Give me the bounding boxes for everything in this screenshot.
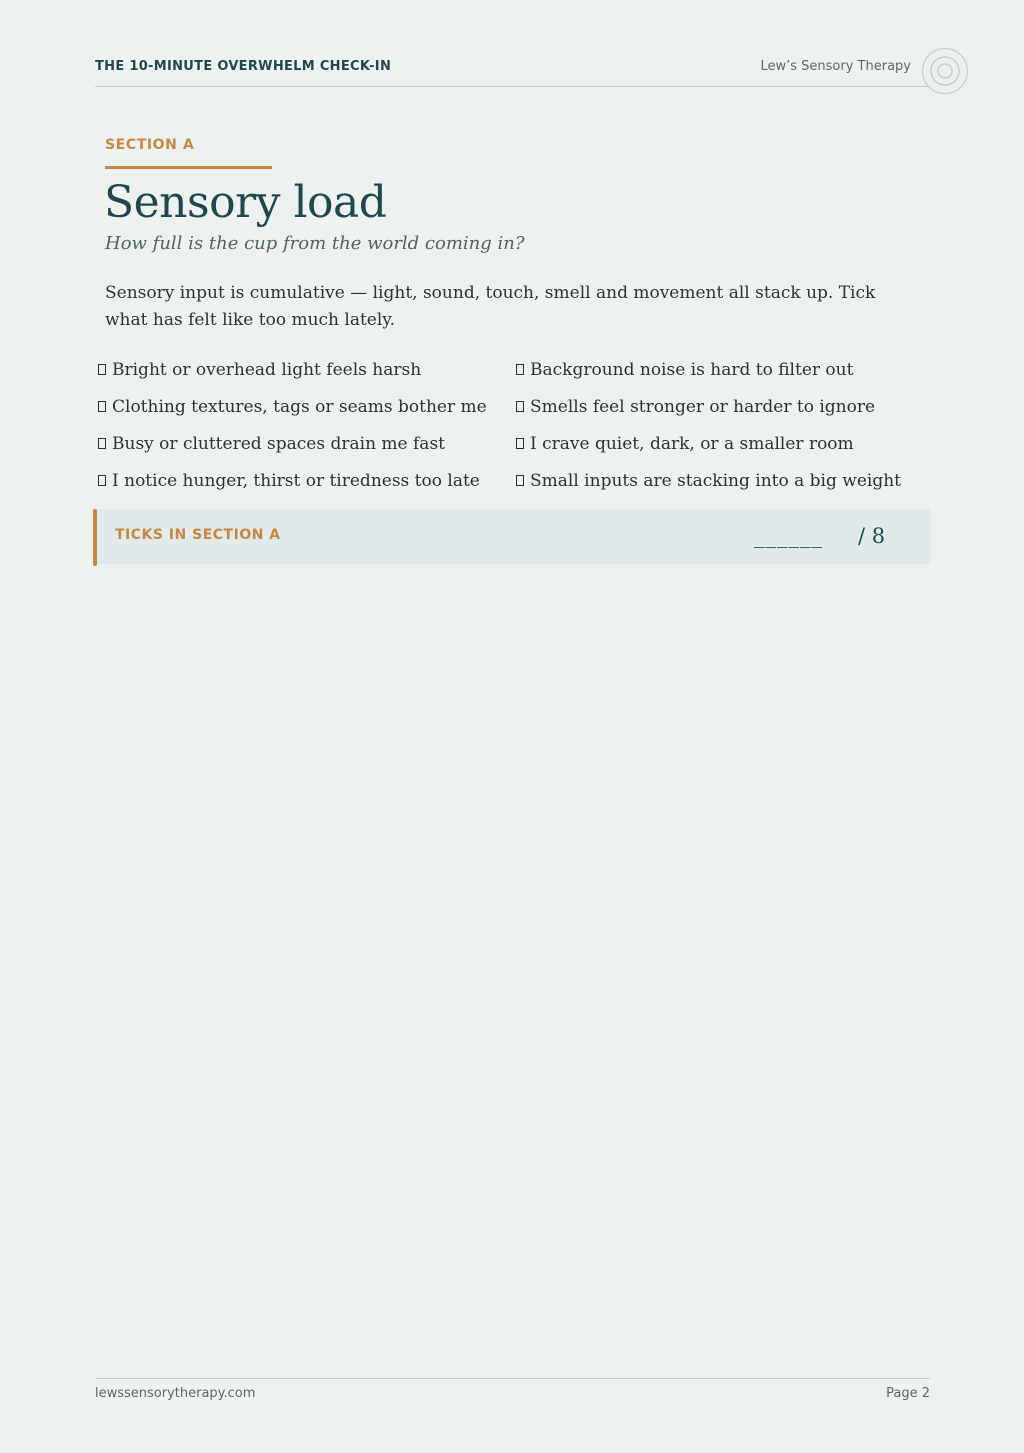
checklist-item-label: Busy or cluttered spaces drain me fast xyxy=(112,433,445,454)
section-subtitle: How full is the cup from the world coming in? xyxy=(105,233,525,254)
checklist-item[interactable] xyxy=(516,467,918,494)
checklist-item[interactable] xyxy=(98,356,516,383)
checkbox-icon[interactable] xyxy=(516,475,524,486)
page-number: Page 2 xyxy=(886,1386,930,1401)
tally-accent-bar xyxy=(93,509,97,566)
section-divider xyxy=(105,166,272,169)
checkbox-icon[interactable] xyxy=(516,364,524,375)
checkbox-icon[interactable] xyxy=(516,438,524,449)
document-title: THE 10-MINUTE OVERWHELM CHECK-IN xyxy=(95,59,392,74)
checklist-item-label: Clothing textures, tags or seams bother me xyxy=(112,396,487,417)
checkbox-icon[interactable] xyxy=(516,401,524,412)
checkbox-icon[interactable] xyxy=(98,364,106,375)
checklist-item[interactable] xyxy=(98,430,516,457)
checklist-item-label: Smells feel stronger or harder to ignore xyxy=(530,396,876,417)
checklist-item-label: Bright or overhead light feels harsh xyxy=(112,359,422,380)
checklist-item[interactable] xyxy=(516,393,918,420)
footer-divider xyxy=(95,1378,930,1379)
checkbox-icon[interactable] xyxy=(98,475,106,486)
checklist-item[interactable] xyxy=(98,393,516,420)
checklist-item-label: I crave quiet, dark, or a smaller room xyxy=(530,433,854,454)
checklist-item-label: Small inputs are stacking into a big weight xyxy=(530,470,901,491)
tally-total: / 8 xyxy=(858,524,886,548)
checklist-item[interactable] xyxy=(516,430,918,457)
section-intro: Sensory input is cumulative — light, sound, touch, smell and movement all stack up. Tick what has felt like too much lately. xyxy=(105,283,876,330)
footer-website: lewssensorytherapy.com xyxy=(95,1386,256,1401)
checklist-item-label: I notice hunger, thirst or tiredness too late xyxy=(112,470,480,491)
section-label: SECTION A xyxy=(105,137,195,153)
brand-name: Lew’s Sensory Therapy xyxy=(760,59,911,74)
symptom-checklist xyxy=(98,356,918,504)
tally-box xyxy=(93,509,930,564)
section-title: Sensory load xyxy=(104,177,387,228)
checklist-item[interactable] xyxy=(98,467,516,494)
checkbox-icon[interactable] xyxy=(98,438,106,449)
checkbox-icon[interactable] xyxy=(98,401,106,412)
concentric-circles-icon xyxy=(921,47,969,95)
tally-label: TICKS IN SECTION A xyxy=(115,527,281,543)
checklist-item[interactable] xyxy=(516,356,918,383)
page-header xyxy=(95,57,930,87)
tally-answer-blank[interactable]: ______ xyxy=(754,524,823,548)
checklist-item-label: Background noise is hard to filter out xyxy=(530,359,854,380)
